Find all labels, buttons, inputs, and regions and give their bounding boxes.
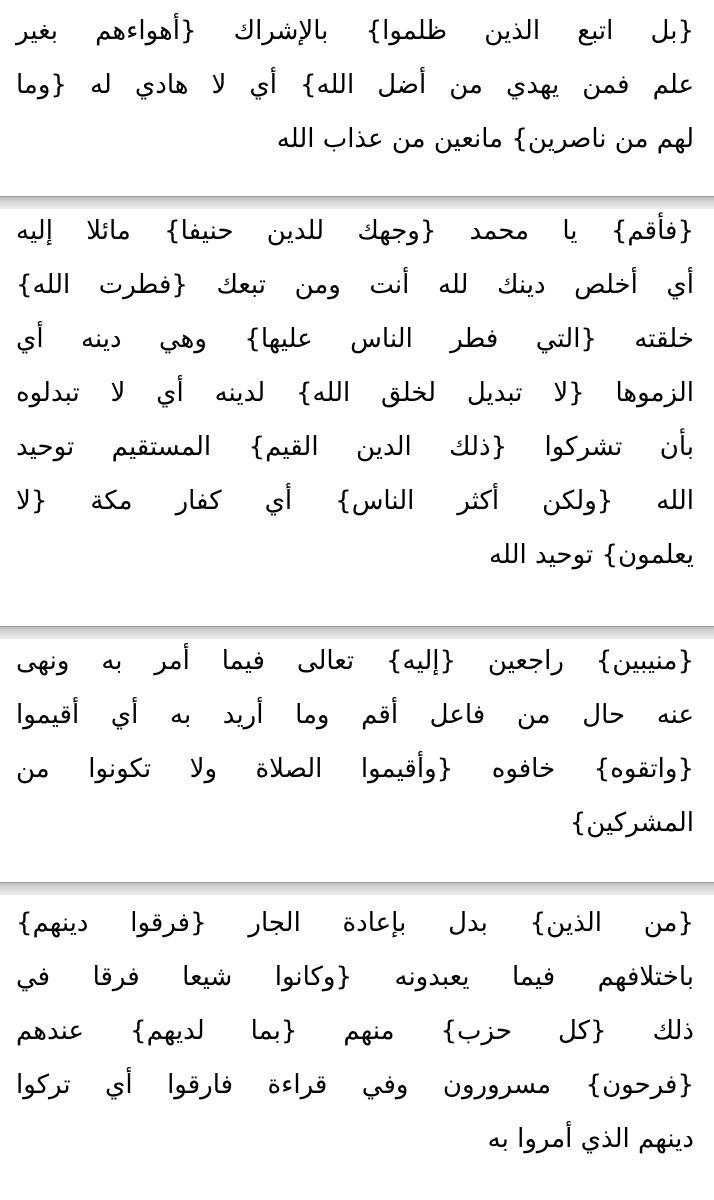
text-line: {واتقوه} خافوه {وأقيموا الصلاة ولا تكونوا من bbox=[16, 754, 694, 784]
tafsir-section-1 bbox=[0, 4, 714, 166]
text-line: بأن تشركوا {ذلك الدين القيم} المستقيم توحيد bbox=[16, 432, 694, 462]
text-line: {من الذين} بدل بإعادة الجار {فرقوا دينهم} bbox=[16, 908, 694, 938]
text-line: الله {ولكن أكثر الناس} أي كفار مكة {لا bbox=[16, 486, 694, 516]
text-line: الزموها {لا تبديل لخلق الله} لدينه أي لا تبدلوه bbox=[16, 378, 694, 408]
text-line: {منيبين} راجعين {إليه} تعالى فيما أمر به ونهى bbox=[16, 646, 694, 676]
section-divider bbox=[0, 882, 714, 895]
text-line: أي أخلص دينك لله أنت ومن تبعك {فطرت الله} bbox=[16, 270, 694, 300]
text-line: يعلمون} توحيد الله bbox=[489, 540, 694, 570]
text-line: ذلك {كل حزب} منهم {بما لديهم} عندهم bbox=[16, 1016, 694, 1046]
text-line: لهم من ناصرين} مانعين من عذاب الله bbox=[276, 124, 694, 154]
tafsir-section-2 bbox=[0, 204, 714, 582]
text-line: {فرحون} مسرورون وفي قراءة فارقوا أي تركوا bbox=[16, 1070, 694, 1100]
text-line: عنه حال من فاعل أقم وما أريد به أي أقيموا bbox=[16, 700, 694, 730]
text-line: {بل اتبع الذين ظلموا} بالإشراك {أهواءهم بغير bbox=[16, 16, 694, 46]
text-line: خلقته {التي فطر الناس عليها} وهي دينه أي bbox=[16, 324, 694, 354]
tafsir-section-4 bbox=[0, 896, 714, 1166]
text-line: المشركين} bbox=[569, 808, 694, 838]
text-line: باختلافهم فيما يعبدونه {وكانوا شيعا فرقا في bbox=[16, 962, 694, 992]
text-line: دينهم الذي أمروا به bbox=[487, 1124, 694, 1154]
text-line: {فأقم} يا محمد {وجهك للدين حنيفا} مائلا إليه bbox=[16, 216, 694, 246]
tafsir-section-3 bbox=[0, 634, 714, 850]
text-line: علم فمن يهدي من أضل الله} أي لا هادي له {وما bbox=[16, 70, 694, 100]
